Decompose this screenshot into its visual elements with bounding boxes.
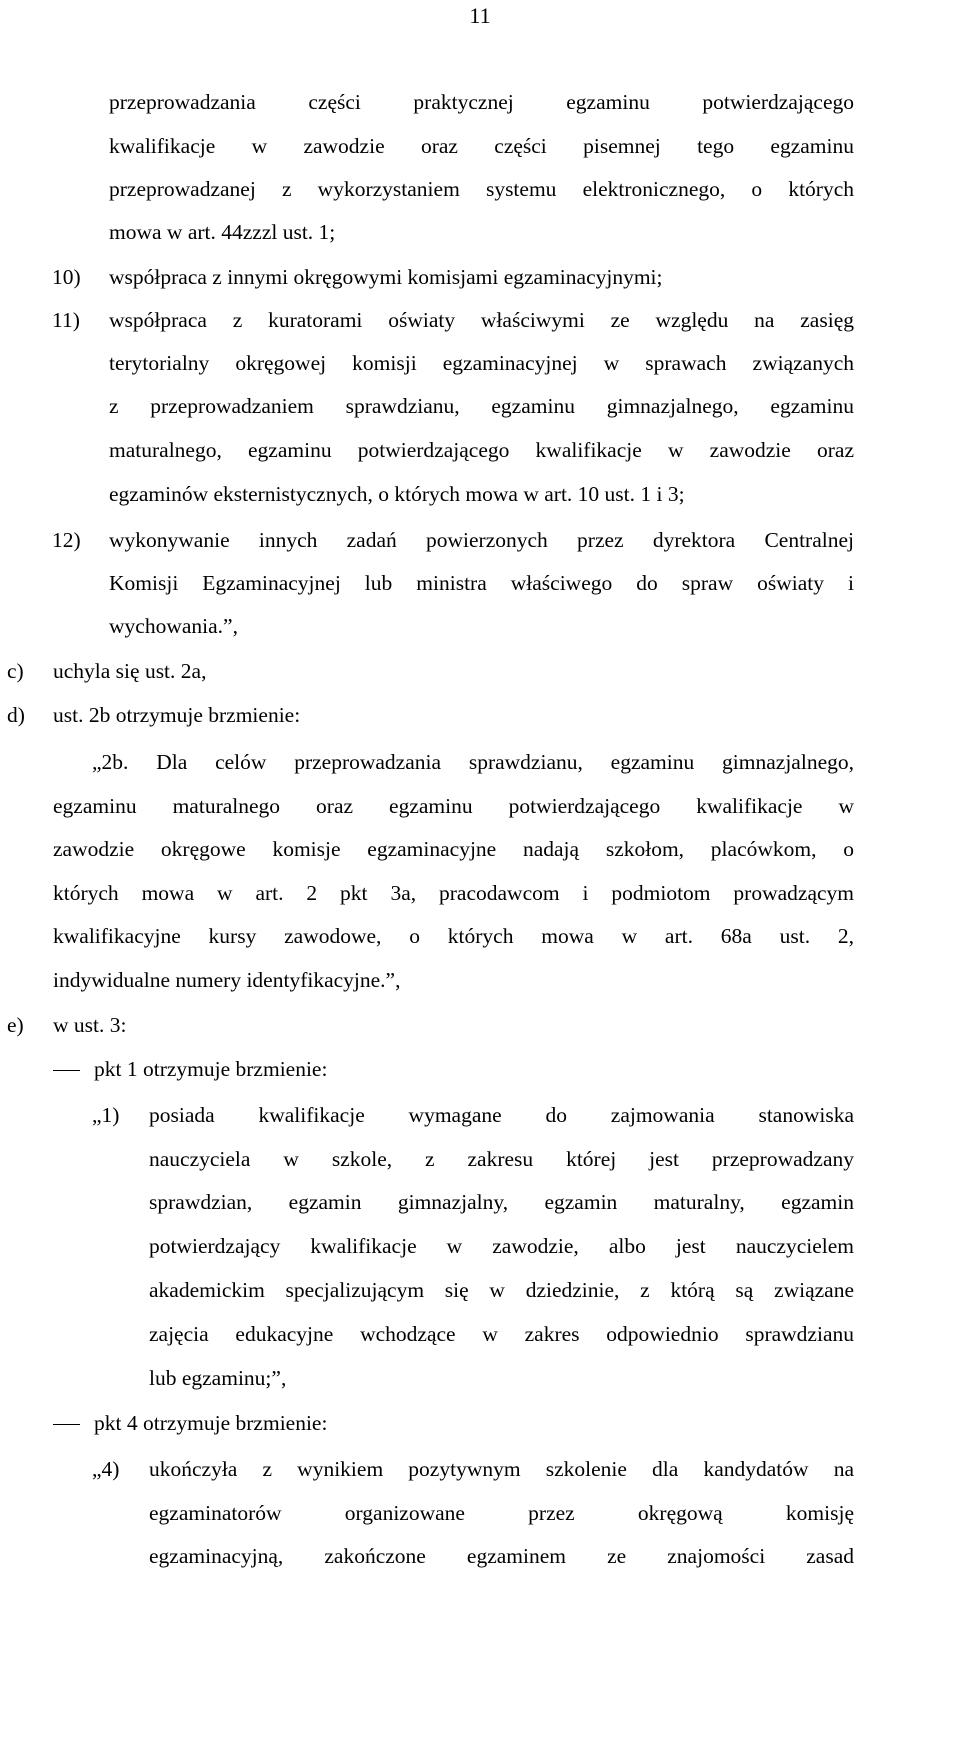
point-letter: d) bbox=[7, 703, 25, 727]
dash-marker bbox=[53, 1070, 80, 1071]
item-number: 12) bbox=[52, 528, 81, 552]
text-line: egzaminów eksternistycznych, o których mowa w art. 10 ust. 1 i 3; bbox=[109, 482, 685, 506]
text-line: współpraca z innymi okręgowymi komisjami egzaminacyjnymi; bbox=[109, 265, 663, 289]
quoted-point-number: „4) bbox=[92, 1457, 120, 1481]
item-number: 10) bbox=[52, 265, 81, 289]
text-line: współpraca z kuratorami oświaty właściwymi ze względu na zasięg bbox=[109, 308, 854, 332]
text-line: indywidualne numery identyfikacyjne.”, bbox=[53, 968, 401, 992]
text-line: zawodzie okręgowe komisje egzaminacyjne nadają szkołom, placówkom, o bbox=[53, 837, 854, 861]
point-letter: e) bbox=[7, 1013, 24, 1037]
text-line: przeprowadzania części praktycznej egzaminu potwierdzającego bbox=[109, 90, 854, 114]
text-line: pkt 4 otrzymuje brzmienie: bbox=[94, 1411, 328, 1435]
text-line: zajęcia edukacyjne wchodzące w zakres odpowiednio sprawdzianu bbox=[149, 1322, 854, 1346]
text-line: posiada kwalifikacje wymagane do zajmowania stanowiska bbox=[149, 1103, 854, 1127]
text-line: kwalifikacje w zawodzie oraz części pisemnej tego egzaminu bbox=[109, 134, 854, 158]
text-line: egzaminatorów organizowane przez okręgową komisję bbox=[149, 1501, 854, 1525]
text-line: terytorialny okręgowej komisji egzaminacyjnej w sprawach związanych bbox=[109, 351, 854, 375]
text-line: akademickim specjalizującym się w dziedzinie, z którą są związane bbox=[149, 1278, 854, 1302]
text-line: ukończyła z wynikiem pozytywnym szkolenie dla kandydatów na bbox=[149, 1457, 854, 1481]
text-line: „2b. Dla celów przeprowadzania sprawdzianu, egzaminu gimnazjalnego, bbox=[92, 750, 854, 774]
text-line: mowa w art. 44zzzl ust. 1; bbox=[109, 220, 336, 244]
text-line: pkt 1 otrzymuje brzmienie: bbox=[94, 1057, 328, 1081]
text-line: egzaminu maturalnego oraz egzaminu potwierdzającego kwalifikacje w bbox=[53, 794, 854, 818]
text-line: z przeprowadzaniem sprawdzianu, egzaminu gimnazjalnego, egzaminu bbox=[109, 394, 854, 418]
text-line: wykonywanie innych zadań powierzonych przez dyrektora Centralnej bbox=[109, 528, 854, 552]
text-line: kwalifikacyjne kursy zawodowe, o których mowa w art. 68a ust. 2, bbox=[53, 924, 854, 948]
dash-marker bbox=[53, 1424, 80, 1425]
text-line: przeprowadzanej z wykorzystaniem systemu elektronicznego, o których bbox=[109, 177, 854, 201]
text-line: uchyla się ust. 2a, bbox=[53, 659, 207, 683]
quoted-point-number: „1) bbox=[92, 1103, 120, 1127]
text-line: wychowania.”, bbox=[109, 614, 238, 638]
text-line: Komisji Egzaminacyjnej lub ministra właściwego do spraw oświaty i bbox=[109, 571, 854, 595]
text-line: maturalnego, egzaminu potwierdzającego kwalifikacje w zawodzie oraz bbox=[109, 438, 854, 462]
item-number: 11) bbox=[52, 308, 80, 332]
text-line: których mowa w art. 2 pkt 3a, pracodawcom i podmiotom prowadzącym bbox=[53, 881, 854, 905]
text-line: potwierdzający kwalifikacje w zawodzie, albo jest nauczycielem bbox=[149, 1234, 854, 1258]
text-line: sprawdzian, egzamin gimnazjalny, egzamin maturalny, egzamin bbox=[149, 1190, 854, 1214]
text-line: egzaminacyjną, zakończone egzaminem ze znajomości zasad bbox=[149, 1544, 854, 1568]
page-number: 11 bbox=[469, 3, 491, 28]
point-letter: c) bbox=[7, 659, 24, 683]
text-line: w ust. 3: bbox=[53, 1013, 127, 1037]
text-line: nauczyciela w szkole, z zakresu której jest przeprowadzany bbox=[149, 1147, 854, 1171]
text-line: ust. 2b otrzymuje brzmienie: bbox=[53, 703, 301, 727]
text-line: lub egzaminu;”, bbox=[149, 1366, 287, 1390]
